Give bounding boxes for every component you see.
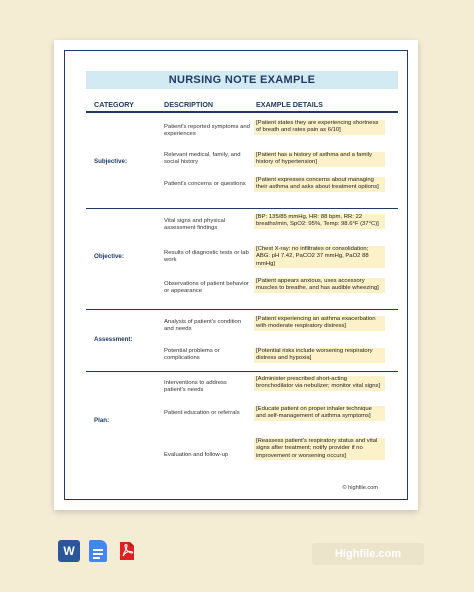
header-example-details: EXAMPLE DETAILS: [256, 100, 323, 109]
format-icons: [58, 540, 138, 562]
row-example: [Reassess patient's respiratory status and vital signs after treatment; notify provider if no improvement or worsening occurs]: [254, 438, 385, 460]
row-example: [Patient states they are experiencing shortness of breath and rates pain as 6/10]: [254, 120, 385, 135]
section-divider: [86, 371, 398, 372]
word-icon-letter: W: [63, 544, 75, 558]
section-divider: [86, 309, 398, 310]
row-example: [Chest X-ray: no infiltrates or consolidation; ABG: pH 7.42, PaCO2 37 mmHg, PaO2 88 mmHg]: [254, 246, 385, 268]
category-objective: Objective:: [94, 253, 124, 260]
row-description: Potential problems or complications: [164, 348, 220, 362]
row-description: Evaluation and follow-up: [164, 452, 229, 458]
category-plan: Plan:: [94, 417, 110, 424]
row-description: Results of diagnostic tests or lab work: [164, 250, 249, 264]
copyright-footer: © highfile.com: [342, 485, 378, 491]
row-description: Interventions to address patient's needs: [164, 380, 227, 394]
row-description: Relevant medical, family, and social history: [164, 152, 241, 166]
row-example: [Potential risks include worsening respiratory distress and hypoxia]: [254, 348, 385, 363]
section-divider: [86, 208, 398, 209]
header-category: CATEGORY: [94, 100, 134, 109]
document-page: [54, 40, 418, 510]
word-icon[interactable]: [58, 540, 80, 562]
doc-line: [93, 553, 103, 555]
row-example: [Patient experiencing an asthma exacerbation with moderate respiratory distress]: [254, 316, 385, 331]
document-title: NURSING NOTE EXAMPLE: [86, 71, 398, 89]
row-description: Patient's reported symptoms and experiences: [164, 124, 250, 138]
row-description: Patient education or referrals: [164, 410, 240, 416]
pdf-icon[interactable]: [116, 540, 138, 562]
google-docs-icon[interactable]: [89, 540, 107, 562]
category-subjective: Subjective:: [94, 158, 128, 165]
page-border: [64, 50, 408, 500]
brand-watermark: Highfile.com: [312, 543, 424, 565]
row-example: [Patient expresses concerns about managing their asthma and asks about treatment options]: [254, 177, 385, 192]
header-divider: [86, 111, 398, 113]
row-description: Analysis of patient's condition and needs: [164, 319, 242, 333]
row-example: [Educate patient on proper inhaler technique and self-management of asthma symptoms]: [254, 406, 385, 421]
doc-line: [93, 557, 100, 559]
row-description: Vital signs and physical assessment findings: [164, 218, 226, 232]
header-description: DESCRIPTION: [164, 100, 214, 109]
row-description: Patient's concerns or questions: [164, 181, 246, 187]
pdf-glyph: [116, 540, 138, 562]
row-description: Observations of patient behavior or appearance: [164, 281, 249, 295]
doc-line: [93, 549, 103, 551]
row-example: [Administer prescribed short-acting bronchodilator via nebulizer; monitor vital signs]: [254, 376, 385, 391]
row-example: [Patient appears anxious, uses accessory muscles to breathe, and has audible wheezing]: [254, 278, 385, 293]
row-example: [Patient has a history of asthma and a family history of hypertension]: [254, 152, 385, 167]
row-example: [BP: 135/85 mmHg, HR: 88 bpm, RR: 22 breaths/min, SpO2: 95%, Temp: 98.6°F (37°C)]: [254, 214, 385, 229]
category-assessment: Assessment:: [94, 336, 133, 343]
